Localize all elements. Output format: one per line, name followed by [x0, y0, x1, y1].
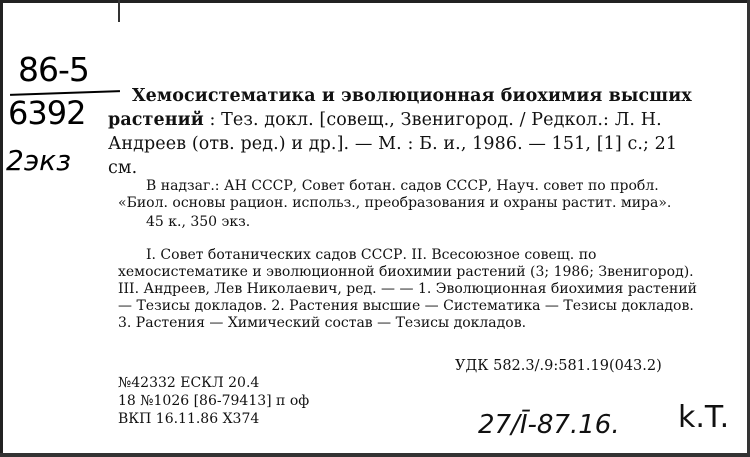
meta-line-2: 18 №1026 [86-79413] п оф [118, 393, 310, 409]
card-tick-mark [118, 0, 120, 22]
circulation: 45 к., 350 экз. [146, 214, 251, 230]
shelfmark-bottom: 6392 [8, 94, 86, 132]
card-edge-top [0, 0, 750, 3]
tracings-block [118, 247, 698, 332]
title-bold: Хемосистематика и эволюционная биохимия высших растений [108, 86, 692, 130]
title-block [108, 84, 702, 180]
card-meta [118, 374, 309, 428]
card-edge-bottom [0, 453, 750, 457]
title-paragraph [108, 84, 702, 180]
copies-note: 2экз [6, 144, 71, 177]
card-edge-left [0, 0, 3, 457]
shelfmark-top: 86-5 [18, 50, 89, 89]
annotation-block [118, 178, 698, 231]
handwritten-date: 27/Ī-87.16. [478, 410, 620, 440]
annotation: В надзаг.: АН СССР, Совет ботан. садов СССР, Науч. совет по пробл. «Биол. основы рацион. использ., преобразования и охраны растит. мира». [118, 178, 672, 211]
tracings: I. Совет ботанических садов СССР. II. Всесоюзное совещ. по хемосистематике и эволюционной биохимии растений (3; 1986; Звенигород). III. Андреев, Лев Николаевич, ред. — — 1. Эволюционная биохимия растений — Тезисы докладов. 2. Растения высшие — Систематика — Тезисы докладов. 3. Растения — Химический состав — Тезисы докладов. [118, 247, 697, 331]
title-rest: : Тез. докл. [совещ., Звенигород. / Редкол.: Л. Н. Андреев (отв. ред.) и др.]. — М. : Б. и., 1986. — 151, [1] с.; 21 см. [108, 110, 678, 178]
handwritten-initials: k.T. [678, 400, 730, 435]
meta-line-3: ВКП 16.11.86 Х374 [118, 411, 260, 427]
udk-code: УДК 582.3/.9:581.19(043.2) [455, 358, 662, 374]
meta-line-1: №42332 ЕСКЛ 20.4 [118, 375, 260, 391]
